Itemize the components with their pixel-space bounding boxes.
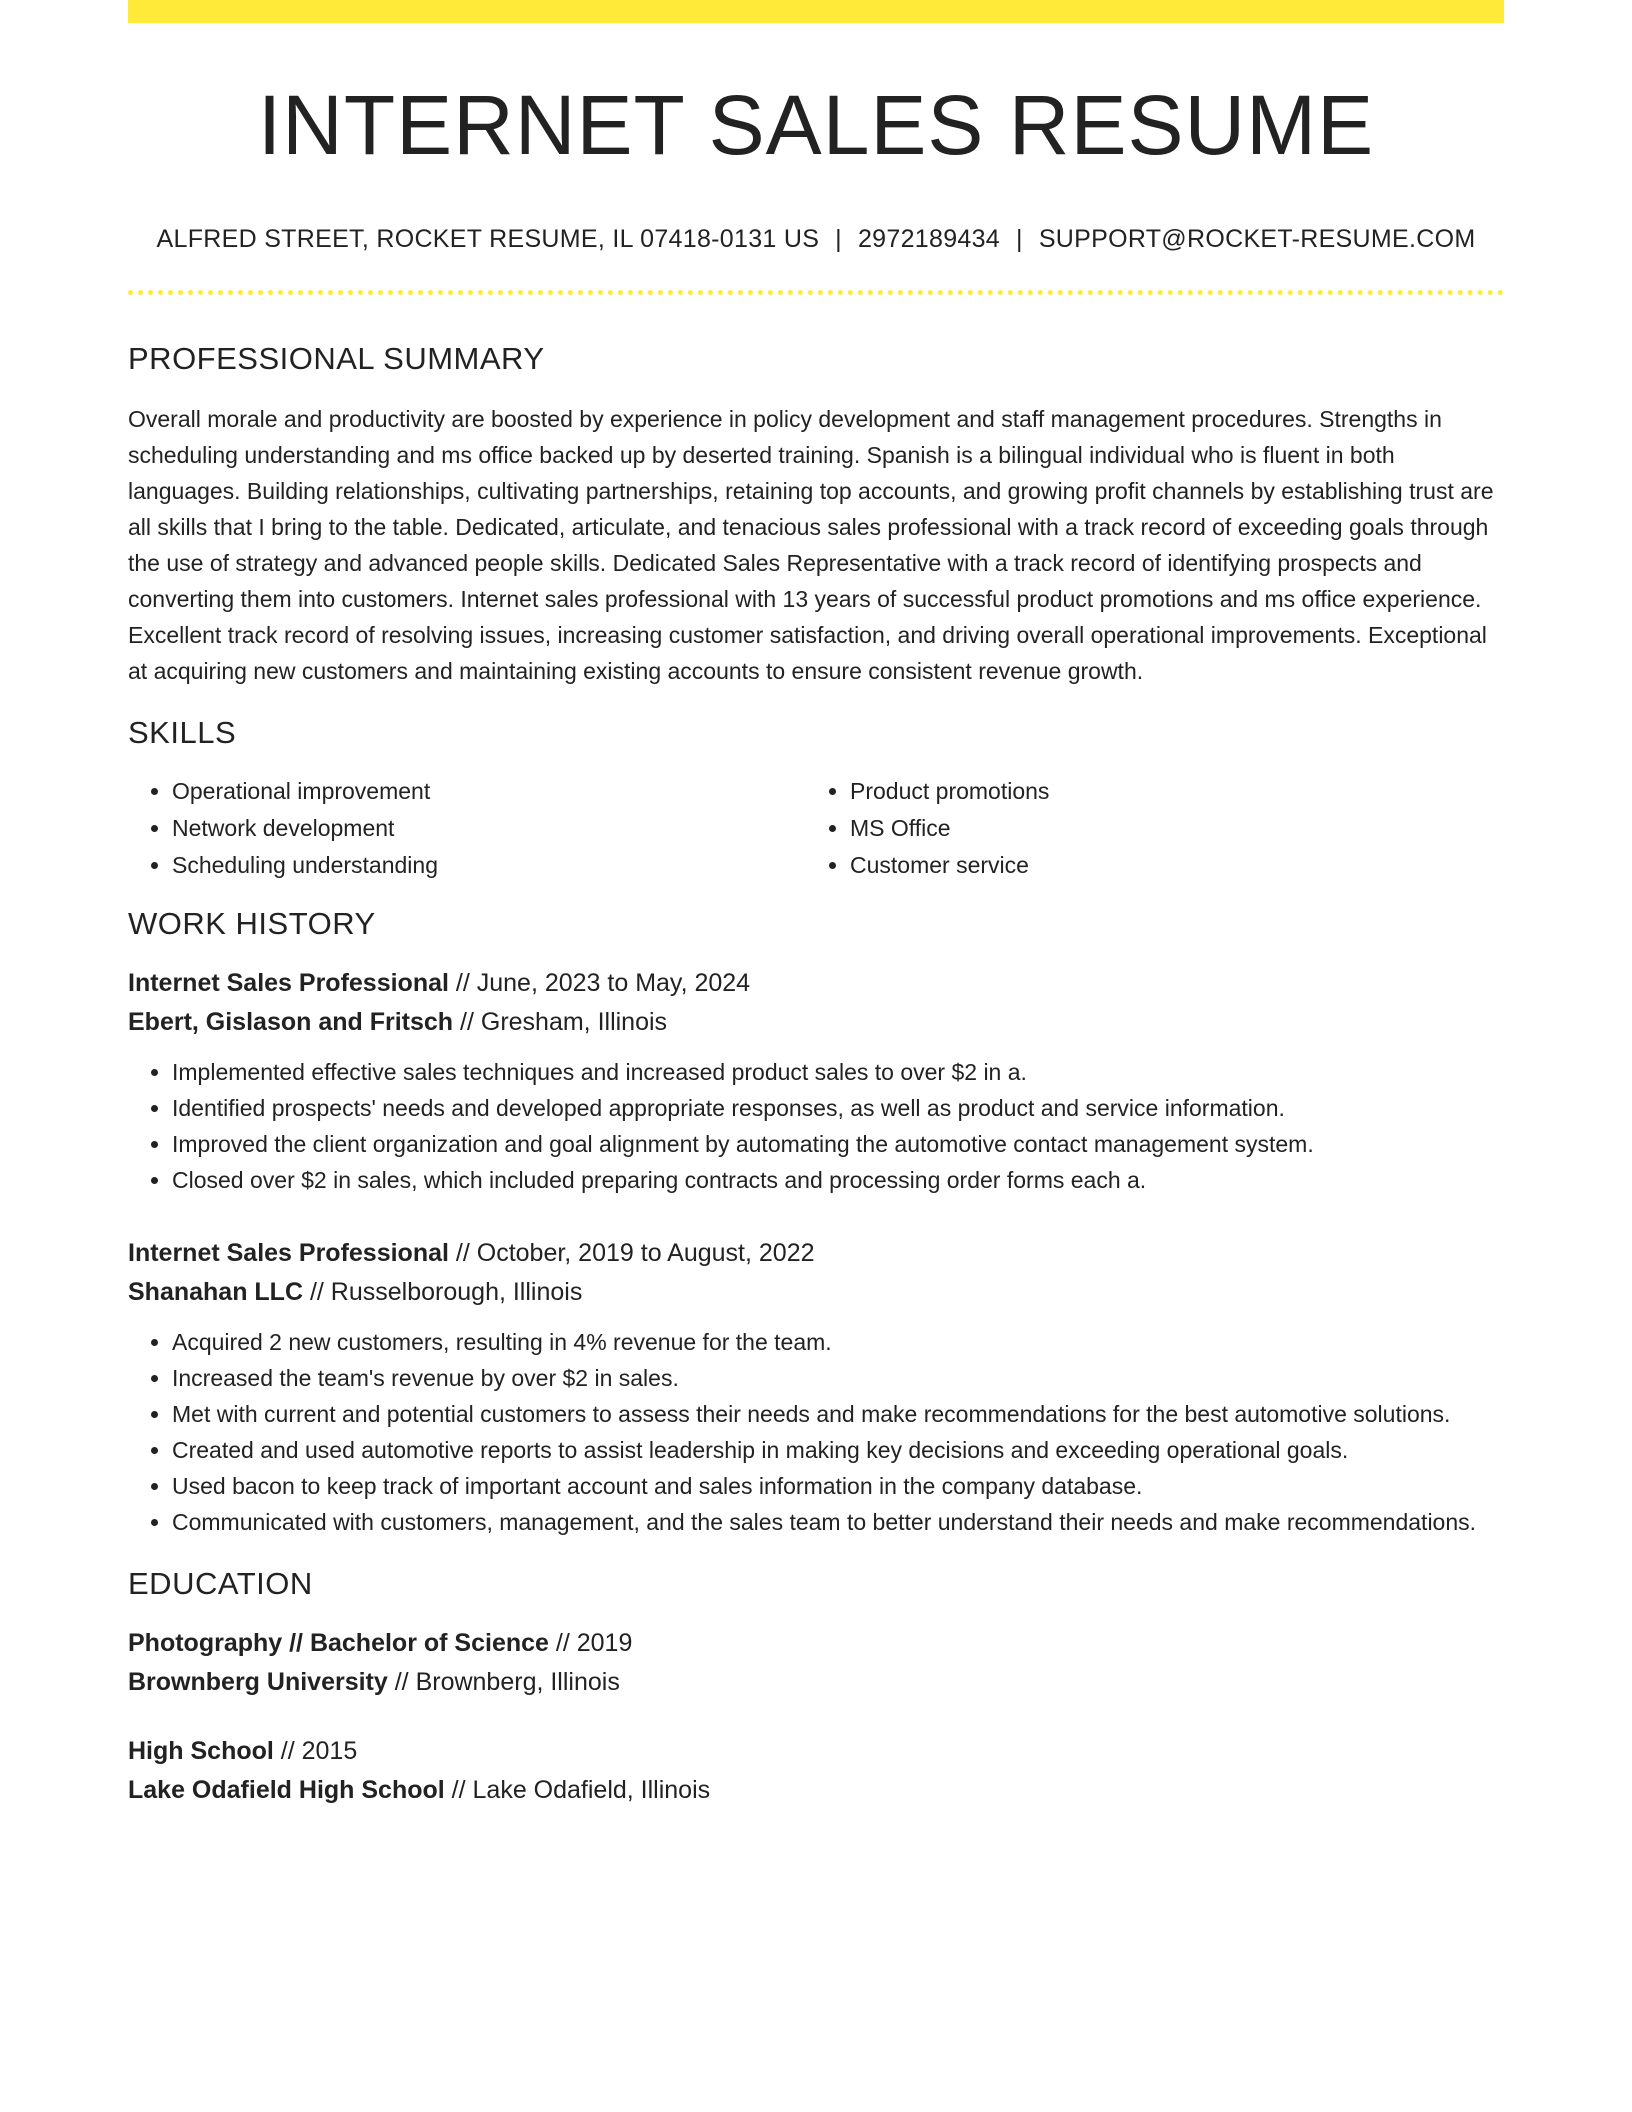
- education-entry: [128, 1624, 1504, 1702]
- education-location: // Brownberg, Illinois: [394, 1668, 620, 1697]
- job-bullet: • Communicated with customers, management, and the sales team to better understand their needs and make recommendations.: [172, 1504, 1504, 1540]
- summary-heading: PROFESSIONAL SUMMARY: [128, 341, 545, 377]
- education-degree: High School: [128, 1737, 274, 1766]
- skills-column-right: [806, 773, 1484, 884]
- job-bullet: • Met with current and potential customers to assess their needs and make recommendations for the best automotive solutions.: [172, 1396, 1504, 1432]
- header-divider: [128, 290, 1504, 295]
- job-entry: [128, 1234, 1504, 1540]
- job-title: Internet Sales Professional: [128, 1239, 449, 1268]
- job-bullet: • Implemented effective sales techniques and increased product sales to over $2 in a.: [172, 1054, 1504, 1090]
- skill-item: • MS Office: [850, 810, 1484, 847]
- job-title: Internet Sales Professional: [128, 969, 449, 998]
- work-history-heading: WORK HISTORY: [128, 906, 376, 942]
- job-bullet: • Used bacon to keep track of important account and sales information in the company database.: [172, 1468, 1504, 1504]
- skills-column-left: [128, 773, 806, 884]
- education-year: // 2015: [280, 1737, 358, 1766]
- education-year: // 2019: [555, 1629, 633, 1658]
- education-school: Lake Odafield High School: [128, 1776, 445, 1805]
- contact-separator: |: [835, 225, 842, 254]
- job-location: // Russelborough, Illinois: [309, 1278, 583, 1307]
- skill-item: • Network development: [172, 810, 806, 847]
- top-accent-bar: [128, 0, 1504, 23]
- resume-title: INTERNET SALES RESUME: [257, 78, 1375, 172]
- job-company: Shanahan LLC: [128, 1278, 304, 1307]
- job-dates: // October, 2019 to August, 2022: [455, 1239, 815, 1268]
- education-school-line: [128, 1771, 1504, 1810]
- job-entry: [128, 964, 1504, 1198]
- job-company: Ebert, Gislason and Fritsch: [128, 1008, 454, 1037]
- education-heading: EDUCATION: [128, 1566, 313, 1602]
- education-location: // Lake Odafield, Illinois: [451, 1776, 711, 1805]
- education-degree: Photography // Bachelor of Science: [128, 1629, 549, 1658]
- education-entry: [128, 1732, 1504, 1810]
- skill-item: • Product promotions: [850, 773, 1484, 810]
- job-bullet: • Increased the team's revenue by over $2 in sales.: [172, 1360, 1504, 1396]
- skills-list: [128, 773, 1504, 884]
- job-title-line: [128, 964, 1504, 1003]
- contact-line: [128, 225, 1504, 254]
- education-degree-line: [128, 1624, 1504, 1663]
- job-bullet: • Improved the client organization and goal alignment by automating the automotive contact management system.: [172, 1126, 1504, 1162]
- job-bullet: • Identified prospects' needs and developed appropriate responses, as well as product and service information.: [172, 1090, 1504, 1126]
- education-school: Brownberg University: [128, 1668, 388, 1697]
- job-title-line: [128, 1234, 1504, 1273]
- skill-item: • Operational improvement: [172, 773, 806, 810]
- job-bullet: • Acquired 2 new customers, resulting in 4% revenue for the team.: [172, 1324, 1504, 1360]
- skills-heading: SKILLS: [128, 715, 237, 751]
- job-location: // Gresham, Illinois: [460, 1008, 668, 1037]
- skill-item: • Customer service: [850, 847, 1484, 884]
- contact-phone: 2972189434: [857, 225, 1001, 254]
- job-company-line: [128, 1003, 1504, 1042]
- education-school-line: [128, 1663, 1504, 1702]
- job-bullet: • Closed over $2 in sales, which included preparing contracts and processing order forms each a.: [172, 1162, 1504, 1198]
- job-bullets: [128, 1054, 1504, 1198]
- contact-separator: |: [1016, 225, 1023, 254]
- education-degree-line: [128, 1732, 1504, 1771]
- contact-address: ALFRED STREET, ROCKET RESUME, IL 07418-0131 US: [156, 225, 820, 254]
- job-bullets: [128, 1324, 1504, 1540]
- summary-text: Overall morale and productivity are boosted by experience in policy development and staff management procedures. Strengths in scheduling understanding and ms office backed up by deserted training. Spanish is a bilingual individual who is fluent in both languages. Building relationships, cultivating partnerships, retaining top accounts, and growing profit channels by establishing trust are all skills that I bring to the table. Dedicated, articulate, and tenacious sales professional with a track record of exceeding goals through the use of strategy and advanced people skills. Dedicated Sales Representative with a track record of identifying prospects and converting them into customers. Internet sales professional with 13 years of successful product promotions and ms office experience. Excellent track record of resolving issues, increasing customer satisfaction, and driving overall operational improvements. Exceptional at acquiring new customers and maintaining existing accounts to ensure consistent revenue growth.: [128, 406, 1494, 685]
- job-company-line: [128, 1273, 1504, 1312]
- resume-page: [128, 0, 1504, 1810]
- job-dates: // June, 2023 to May, 2024: [455, 969, 751, 998]
- contact-email: SUPPORT@ROCKET-RESUME.COM: [1038, 225, 1476, 254]
- job-bullet: • Created and used automotive reports to assist leadership in making key decisions and exceeding operational goals.: [172, 1432, 1504, 1468]
- skill-item: • Scheduling understanding: [172, 847, 806, 884]
